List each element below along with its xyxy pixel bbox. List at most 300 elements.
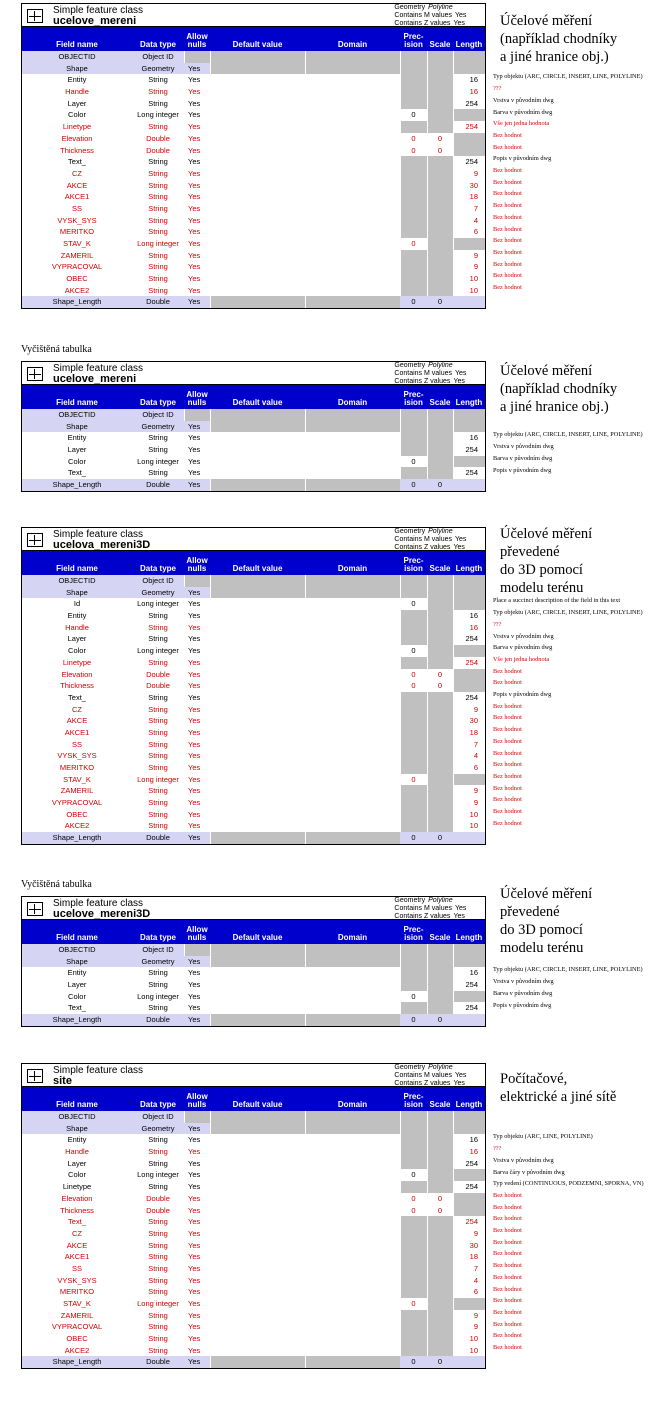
field-default-value	[210, 261, 305, 273]
column-header-precision: Prec- ision	[403, 1092, 424, 1109]
field-len: 254	[465, 98, 478, 108]
field-data-type: String	[148, 1275, 168, 1285]
field-scale	[427, 809, 453, 821]
field-name: Shape	[22, 1123, 132, 1135]
column-header-domain: Domain	[337, 40, 368, 49]
field-len: 4	[473, 215, 478, 225]
field-domain	[305, 1146, 400, 1158]
field-len: 254	[465, 157, 478, 167]
field-prec	[400, 967, 427, 979]
field-domain	[305, 86, 400, 98]
column-header-field-name: Field name	[56, 398, 98, 407]
field-domain	[305, 261, 400, 273]
field-name: CZ	[72, 168, 82, 178]
field-default-value	[210, 121, 305, 133]
field-row	[22, 832, 485, 844]
field-allow-nulls: Yes	[188, 297, 201, 307]
field-scale	[427, 704, 453, 716]
field-scale: 0	[437, 145, 443, 155]
feature-class-header	[22, 528, 485, 551]
field-default-value	[210, 1240, 305, 1252]
field-scale	[427, 1228, 453, 1240]
field-allow-nulls: Yes	[188, 727, 201, 737]
field-name: AKCE	[66, 1240, 88, 1250]
field-allow-nulls: Yes	[188, 1228, 201, 1238]
field-note: Bez hodnot	[493, 1332, 522, 1340]
meta-label: Contains M values	[394, 12, 452, 19]
field-domain	[305, 168, 400, 180]
field-default-value	[210, 832, 305, 844]
feature-class-icon	[27, 367, 43, 381]
section-title: Účelové měření převedené do 3D pomocí modelu terénu	[500, 886, 593, 956]
field-row	[22, 715, 485, 727]
field-row	[22, 1321, 485, 1333]
field-allow-nulls: Yes	[188, 239, 201, 248]
field-prec	[400, 86, 427, 98]
field-len	[453, 832, 485, 844]
field-prec	[400, 432, 427, 444]
field-allow-nulls: Yes	[188, 157, 201, 167]
field-name: Thickness	[60, 681, 94, 691]
field-name: Id	[73, 599, 81, 609]
field-prec	[400, 261, 427, 273]
field-prec	[400, 421, 427, 433]
feature-class-table	[21, 3, 486, 309]
field-len	[453, 296, 485, 308]
field-default-value	[210, 180, 305, 192]
field-name: Layer	[67, 980, 87, 990]
field-note: Bez hodnot	[493, 213, 522, 221]
field-name: Linetype	[62, 1182, 92, 1192]
field-scale	[427, 1298, 453, 1310]
field-data-type: String	[148, 192, 168, 202]
field-row	[22, 1205, 485, 1217]
column-header-precision: Prec- ision	[403, 32, 424, 49]
field-domain	[305, 1356, 400, 1368]
field-name: SS	[71, 203, 82, 213]
field-note: Bez hodnot	[493, 1308, 522, 1316]
field-prec	[400, 1181, 427, 1193]
field-domain	[305, 1333, 400, 1345]
field-note: Bez hodnot	[493, 143, 522, 151]
field-name: Entity	[67, 611, 87, 621]
field-default-value	[210, 598, 305, 610]
field-row	[22, 109, 485, 121]
field-scale	[427, 1146, 453, 1158]
field-note: Bez hodnot	[493, 1297, 522, 1305]
field-note: Barva v původním dwg	[493, 454, 553, 462]
field-allow-nulls: Yes	[188, 87, 201, 97]
field-data-type: String	[148, 821, 168, 831]
field-prec: 0	[411, 110, 416, 120]
field-len: 7	[473, 203, 478, 213]
feature-class-table	[21, 527, 486, 845]
column-header-row	[22, 551, 485, 575]
field-scale	[427, 991, 453, 1003]
field-row	[22, 250, 485, 262]
field-default-value	[210, 133, 305, 145]
field-prec	[400, 250, 427, 262]
field-row	[22, 610, 485, 622]
field-name: OBEC	[66, 274, 88, 284]
field-data-type: String	[148, 122, 168, 132]
field-row	[22, 1333, 485, 1345]
field-allow-nulls: Yes	[188, 1275, 201, 1285]
field-len: 30	[469, 716, 478, 726]
field-data-type: String	[148, 1003, 168, 1013]
column-header-default-value: Default value	[232, 564, 283, 573]
field-row	[22, 633, 485, 645]
field-domain	[305, 715, 400, 727]
field-row	[22, 645, 485, 657]
field-allow-nulls	[184, 575, 210, 587]
field-allow-nulls: Yes	[188, 1299, 201, 1308]
field-allow-nulls: Yes	[188, 611, 201, 621]
field-domain	[305, 133, 400, 145]
field-scale	[427, 285, 453, 297]
field-note: Barva čáry v původním dwg	[493, 1168, 565, 1176]
field-domain	[305, 1134, 400, 1146]
field-note: Bez hodnot	[493, 202, 522, 210]
meta-value: Yes	[453, 913, 465, 920]
field-domain	[305, 203, 400, 215]
field-default-value	[210, 1321, 305, 1333]
field-name: Handle	[65, 87, 89, 97]
field-scale	[427, 191, 453, 203]
field-allow-nulls: Yes	[188, 1135, 201, 1145]
field-note: Place a succinct description of the field in this text	[493, 597, 621, 605]
field-default-value	[210, 86, 305, 98]
field-note: Bez hodnot	[493, 679, 522, 687]
field-name: MERITKO	[59, 227, 95, 237]
meta-label: Contains M values	[394, 905, 452, 912]
meta-value: Yes	[455, 536, 467, 543]
field-scale	[427, 409, 453, 421]
field-allow-nulls: Yes	[188, 739, 201, 749]
field-name: VYPRACOVAL	[51, 798, 103, 808]
field-prec	[400, 797, 427, 809]
field-note: Bez hodnot	[493, 237, 522, 245]
field-default-value	[210, 1356, 305, 1368]
field-scale	[427, 1333, 453, 1345]
field-domain	[305, 74, 400, 86]
field-domain	[305, 226, 400, 238]
field-row	[22, 1111, 485, 1123]
field-scale	[427, 432, 453, 444]
field-len	[453, 51, 485, 63]
section-title: Počítačové, elektrické a jiné sítě	[500, 1071, 617, 1105]
field-domain	[305, 1321, 400, 1333]
field-scale	[427, 1134, 453, 1146]
field-data-type: Long integer	[137, 1299, 179, 1308]
field-data-type: String	[148, 1158, 168, 1168]
field-scale	[427, 421, 453, 433]
field-name: Text_	[68, 157, 86, 167]
field-allow-nulls: Yes	[188, 763, 201, 772]
field-row	[22, 1298, 485, 1310]
field-len: 9	[473, 704, 478, 714]
field-domain	[305, 432, 400, 444]
field-allow-nulls: Yes	[188, 215, 201, 225]
field-allow-nulls: Yes	[188, 821, 201, 831]
column-header-scale: Scale	[429, 398, 451, 407]
field-prec	[400, 444, 427, 456]
field-default-value	[210, 774, 305, 786]
field-name: Thickness	[60, 1205, 94, 1215]
field-domain	[305, 145, 400, 157]
field-note: Bez hodnot	[493, 284, 522, 291]
field-note: Bez hodnot	[493, 260, 522, 268]
field-row	[22, 1146, 485, 1158]
table-name: ucelove_mereni3D	[53, 908, 151, 920]
column-header-scale: Scale	[429, 933, 451, 942]
field-domain	[305, 1014, 400, 1026]
meta-value: Polyline	[428, 1064, 453, 1071]
field-note: Typ objektu (ARC, CIRCLE, INSERT, LINE, POLYLINE)	[493, 966, 643, 974]
field-row	[22, 215, 485, 227]
field-data-type: Object ID	[132, 409, 184, 421]
field-data-type: String	[148, 445, 168, 455]
field-name: MERITKO	[59, 1287, 95, 1297]
field-prec	[400, 226, 427, 238]
field-allow-nulls: Yes	[188, 587, 201, 597]
field-len	[453, 109, 485, 121]
field-name: Color	[68, 110, 86, 120]
field-scale	[427, 1310, 453, 1322]
field-data-type: String	[148, 1135, 168, 1145]
feature-class-type: Simple feature class	[53, 5, 144, 16]
field-len	[453, 1356, 485, 1368]
field-len: 254	[465, 1003, 478, 1013]
field-len: 254	[465, 1158, 478, 1168]
field-scale	[427, 979, 453, 991]
field-scale: 0	[437, 681, 443, 691]
field-prec	[400, 1333, 427, 1345]
field-data-type: String	[148, 1334, 168, 1344]
field-len	[453, 145, 485, 157]
field-default-value	[210, 587, 305, 599]
field-allow-nulls: Yes	[188, 1182, 201, 1192]
field-domain	[305, 762, 400, 774]
field-note: Bez hodnot	[493, 772, 522, 780]
field-default-value	[210, 1228, 305, 1240]
field-domain	[305, 1251, 400, 1263]
field-domain	[305, 739, 400, 751]
field-data-type: String	[148, 1147, 168, 1157]
column-header-domain: Domain	[337, 1100, 368, 1109]
field-data-type: Long integer	[137, 110, 179, 120]
field-allow-nulls: Yes	[188, 63, 201, 73]
field-allow-nulls: Yes	[188, 1310, 201, 1320]
field-data-type: String	[148, 622, 168, 632]
field-data-type: Double	[146, 669, 170, 679]
field-prec: 0	[400, 1014, 427, 1026]
field-default-value	[210, 409, 305, 421]
field-row	[22, 797, 485, 809]
field-prec	[400, 1240, 427, 1252]
meta-value: Yes	[453, 544, 465, 551]
field-default-value	[210, 956, 305, 968]
field-name: CZ	[72, 1228, 82, 1238]
field-prec	[400, 285, 427, 297]
field-data-type: String	[148, 1310, 168, 1320]
field-domain	[305, 409, 400, 421]
field-name: Shape_Length	[22, 1356, 132, 1368]
field-name: OBEC	[66, 1334, 88, 1344]
field-row	[22, 598, 485, 610]
field-domain	[305, 774, 400, 786]
field-data-type: String	[148, 433, 168, 443]
field-note: Vrstva v původním dwg	[493, 978, 554, 986]
field-allow-nulls: Yes	[188, 122, 201, 132]
field-len	[453, 479, 485, 491]
field-allow-nulls: Yes	[188, 468, 201, 478]
field-name: Text_	[68, 692, 86, 702]
field-row	[22, 409, 485, 421]
field-domain	[305, 1275, 400, 1287]
field-data-type: String	[148, 180, 168, 190]
field-row	[22, 1240, 485, 1252]
field-domain	[305, 1286, 400, 1298]
field-data-type: String	[148, 980, 168, 990]
field-len: 16	[469, 87, 478, 97]
field-data-type: String	[148, 168, 168, 178]
field-row	[22, 444, 485, 456]
field-len: 254	[465, 1182, 478, 1192]
field-prec	[400, 1111, 427, 1123]
field-allow-nulls: Yes	[188, 445, 201, 455]
feature-class-table	[21, 1063, 486, 1369]
field-allow-nulls: Yes	[188, 98, 201, 108]
field-scale	[427, 74, 453, 86]
field-default-value	[210, 715, 305, 727]
field-scale	[427, 1216, 453, 1228]
field-name: VYSK_SYS	[57, 215, 97, 225]
meta-label: Geometry	[394, 528, 426, 535]
field-len: 4	[473, 751, 478, 761]
field-name: CZ	[72, 704, 82, 714]
field-prec	[400, 820, 427, 832]
field-prec	[400, 1216, 427, 1228]
field-domain	[305, 191, 400, 203]
field-scale	[427, 727, 453, 739]
field-len	[453, 1123, 485, 1135]
field-prec	[400, 168, 427, 180]
field-allow-nulls: Yes	[188, 833, 201, 843]
column-header-default-value: Default value	[232, 933, 283, 942]
field-prec	[400, 809, 427, 821]
field-scale	[427, 750, 453, 762]
field-default-value	[210, 944, 305, 956]
field-allow-nulls: Yes	[188, 634, 201, 644]
field-default-value	[210, 657, 305, 669]
field-len: 4	[473, 1275, 478, 1285]
field-note: Bez hodnot	[493, 1238, 522, 1246]
field-len: 10	[469, 809, 478, 819]
field-note: Bez hodnot	[493, 1203, 522, 1211]
field-domain	[305, 820, 400, 832]
column-header-allow-nulls: Allow nulls	[186, 32, 208, 49]
field-domain	[305, 1263, 400, 1275]
field-data-type: Double	[132, 296, 184, 308]
field-note: Bez hodnot	[493, 749, 522, 757]
field-domain	[305, 633, 400, 645]
field-data-type: Long integer	[137, 991, 179, 1001]
field-name: Color	[68, 456, 86, 466]
field-allow-nulls: Yes	[188, 1252, 201, 1262]
column-header-length: Length	[455, 398, 483, 407]
field-allow-nulls: Yes	[188, 599, 201, 609]
field-len: 10	[469, 1345, 478, 1355]
field-len: 16	[469, 433, 478, 443]
field-data-type: String	[148, 1228, 168, 1238]
field-note: Bez hodnot	[493, 167, 522, 174]
field-data-type: String	[148, 215, 168, 225]
field-prec	[400, 273, 427, 285]
field-name: Elevation	[61, 1193, 93, 1203]
field-default-value	[210, 1345, 305, 1357]
meta-value: Polyline	[428, 4, 453, 11]
field-prec	[400, 1345, 427, 1357]
field-default-value	[210, 1193, 305, 1205]
feature-class-type: Simple feature class	[53, 363, 144, 374]
field-domain	[305, 456, 400, 468]
field-row	[22, 762, 485, 774]
field-prec	[400, 1228, 427, 1240]
field-prec	[400, 1263, 427, 1275]
feature-class-table	[21, 361, 486, 492]
field-domain	[305, 444, 400, 456]
feature-class-table	[21, 896, 486, 1027]
field-default-value	[210, 74, 305, 86]
geometry-meta	[394, 1064, 482, 1088]
field-len: 10	[469, 1334, 478, 1344]
field-data-type: String	[148, 1345, 168, 1355]
field-scale	[427, 944, 453, 956]
field-note: Bez hodnot	[493, 1227, 522, 1234]
field-data-type: String	[148, 1263, 168, 1273]
field-default-value	[210, 285, 305, 297]
field-scale	[427, 467, 453, 479]
field-len	[453, 956, 485, 968]
column-header-scale: Scale	[429, 1100, 451, 1109]
field-row	[22, 1169, 485, 1181]
field-row	[22, 226, 485, 238]
field-name: STAV_K	[63, 1299, 91, 1308]
field-data-type: Long integer	[137, 1170, 179, 1180]
field-domain	[305, 273, 400, 285]
field-prec	[400, 191, 427, 203]
field-prec	[400, 1286, 427, 1298]
field-prec	[400, 739, 427, 751]
field-allow-nulls: Yes	[188, 1003, 201, 1013]
field-note: Bez hodnot	[493, 131, 522, 139]
field-domain	[305, 180, 400, 192]
field-default-value	[210, 785, 305, 797]
field-default-value	[210, 622, 305, 634]
field-row	[22, 1123, 485, 1135]
field-scale	[427, 1123, 453, 1135]
field-name: STAV_K	[63, 239, 91, 248]
field-domain	[305, 215, 400, 227]
field-data-type: Double	[146, 1193, 170, 1203]
field-domain	[305, 809, 400, 821]
field-row	[22, 680, 485, 692]
field-allow-nulls: Yes	[188, 1287, 201, 1297]
field-scale	[427, 967, 453, 979]
field-prec	[400, 98, 427, 110]
field-name: Shape_Length	[22, 479, 132, 491]
